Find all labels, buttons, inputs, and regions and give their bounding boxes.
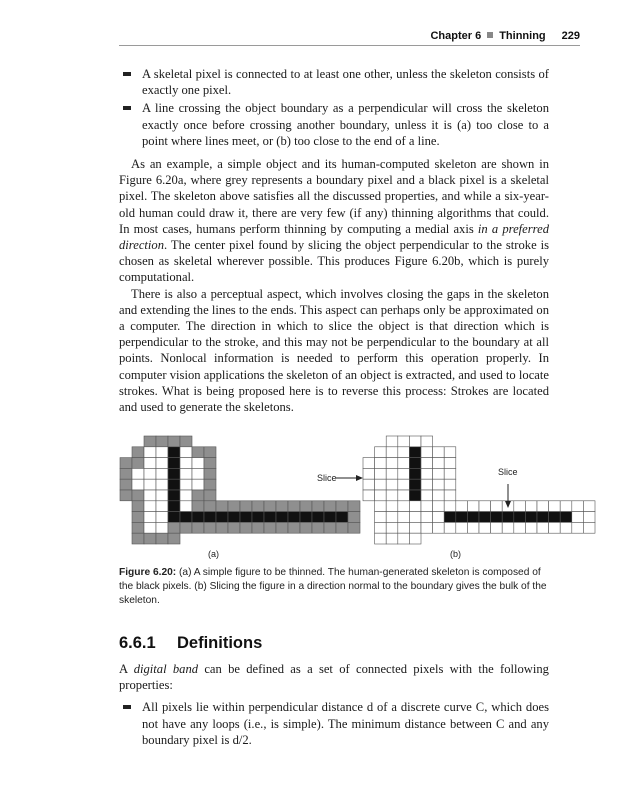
boundary-pixel: [433, 447, 445, 458]
chapter-label: Chapter 6: [430, 30, 482, 42]
boundary-pixel: [312, 522, 324, 533]
boundary-pixel: [288, 501, 300, 512]
interior-pixel: [398, 479, 410, 490]
boundary-pixel: [537, 522, 549, 533]
skeleton-pixel: [409, 458, 421, 469]
interior-pixel: [398, 458, 410, 469]
boundary-pixel: [216, 522, 228, 533]
list-item: [119, 66, 549, 98]
boundary-pixel: [204, 468, 216, 479]
boundary-pixel: [421, 436, 433, 447]
interior-pixel: [156, 490, 168, 501]
boundary-pixel: [514, 522, 526, 533]
interior-pixel: [156, 447, 168, 458]
boundary-pixel: [375, 447, 387, 458]
property-list: [119, 66, 549, 149]
boundary-pixel: [375, 501, 387, 512]
boundary-pixel: [572, 501, 584, 512]
boundary-pixel: [132, 458, 144, 469]
boundary-pixel: [502, 522, 514, 533]
list-item-text: A line crossing the object boundary as a perpendicular will cross the skeleton exactly once before crossing another boundary, unless it is (a) too close to a point where lines meet, or (b) too close to the end of a line.: [142, 101, 549, 148]
boundary-pixel: [240, 522, 252, 533]
interior-pixel: [386, 458, 398, 469]
interior-pixel: [409, 512, 421, 523]
boundary-pixel: [228, 522, 240, 533]
slice-label-right: Slice: [498, 467, 518, 477]
skeleton-pixel: [168, 490, 180, 501]
interior-pixel: [156, 479, 168, 490]
interior-pixel: [398, 522, 410, 533]
interior-pixel: [144, 522, 156, 533]
boundary-pixel: [204, 522, 216, 533]
skeleton-pixel: [549, 512, 561, 523]
skeleton-pixel: [204, 512, 216, 523]
boundary-pixel: [144, 436, 156, 447]
boundary-pixel: [583, 512, 595, 523]
boundary-pixel: [514, 501, 526, 512]
paragraph-text: . The center pixel found by slicing the object perpendicular to the stroke is chosen as skeletal wherever possible. This produces Figure 6.20b, which is purely computational.: [119, 238, 549, 285]
skeleton-pixel: [288, 512, 300, 523]
boundary-pixel: [348, 501, 360, 512]
figure-label-b: (b): [450, 549, 461, 559]
body-paragraphs: [119, 156, 549, 415]
boundary-pixel: [204, 458, 216, 469]
interior-pixel: [192, 479, 204, 490]
boundary-pixel: [168, 436, 180, 447]
boundary-pixel: [549, 522, 561, 533]
interior-pixel: [421, 458, 433, 469]
interior-pixel: [433, 479, 445, 490]
section-heading: [119, 634, 262, 653]
boundary-pixel: [180, 436, 192, 447]
boundary-pixel: [144, 533, 156, 544]
boundary-pixel: [525, 522, 537, 533]
interior-pixel: [144, 468, 156, 479]
boundary-pixel: [156, 436, 168, 447]
interior-pixel: [144, 479, 156, 490]
skeleton-pixel: [168, 468, 180, 479]
boundary-pixel: [560, 522, 572, 533]
skeleton-pixel: [467, 512, 479, 523]
boundary-pixel: [252, 522, 264, 533]
boundary-pixel: [168, 522, 180, 533]
interior-pixel: [386, 479, 398, 490]
boundary-pixel: [409, 436, 421, 447]
boundary-pixel: [433, 522, 445, 533]
boundary-pixel: [467, 522, 479, 533]
interior-pixel: [433, 458, 445, 469]
skeleton-pixel: [409, 479, 421, 490]
caption-label: Figure 6.20:: [119, 567, 177, 578]
figure-label-a: (a): [208, 549, 219, 559]
boundary-pixel: [444, 479, 456, 490]
interior-pixel: [180, 501, 192, 512]
skeleton-pixel: [300, 512, 312, 523]
page-number: 229: [561, 30, 580, 42]
interior-pixel: [572, 512, 584, 523]
header-separator-icon: [487, 32, 493, 38]
paragraph: [119, 661, 549, 693]
boundary-pixel: [120, 458, 132, 469]
interior-pixel: [156, 501, 168, 512]
interior-pixel: [180, 447, 192, 458]
skeleton-pixel: [444, 512, 456, 523]
paragraph-text: As an example, a simple object and its human-computed skeleton are shown in Figure 6.20a, where grey represents a boundary pixel and a black pixel is a skeletal pixel. The skeleton above satisfies all the discussed properties, and while a six-year-old human could draw it, there are very few (if any) thinning algorithms that could. In most cases, humans perform thinning by computing a medial axis: [119, 157, 549, 236]
boundary-pixel: [132, 447, 144, 458]
skeleton-pixel: [514, 512, 526, 523]
boundary-pixel: [560, 501, 572, 512]
definitions-text: [119, 661, 549, 748]
boundary-pixel: [444, 501, 456, 512]
skeleton-pixel: [560, 512, 572, 523]
interior-pixel: [386, 447, 398, 458]
skeleton-pixel: [336, 512, 348, 523]
list-item-text: A skeletal pixel is connected to at least one other, unless the skeleton consists of exactly one pixel.: [142, 67, 549, 98]
interior-pixel: [421, 479, 433, 490]
boundary-pixel: [300, 522, 312, 533]
boundary-pixel: [204, 479, 216, 490]
boundary-pixel: [456, 522, 468, 533]
interior-pixel: [180, 468, 192, 479]
boundary-pixel: [216, 501, 228, 512]
boundary-pixel: [204, 501, 216, 512]
running-header: [119, 30, 580, 44]
skeleton-pixel: [276, 512, 288, 523]
caption-text: (a) A simple figure to be thinned. The human-generated skeleton is composed of the black pixels. (b) Slicing the figure in a direction normal to the boundary gives the bulk of the skeleton.: [119, 567, 547, 606]
boundary-pixel: [336, 501, 348, 512]
boundary-pixel: [120, 490, 132, 501]
interior-pixel: [386, 468, 398, 479]
interior-pixel: [144, 501, 156, 512]
header-rule: [119, 45, 580, 46]
skeleton-pixel: [168, 501, 180, 512]
skeleton-pixel: [264, 512, 276, 523]
boundary-pixel: [549, 501, 561, 512]
skeleton-pixel: [168, 458, 180, 469]
interior-pixel: [386, 522, 398, 533]
figure-b-grid: [363, 436, 595, 544]
boundary-pixel: [375, 490, 387, 501]
boundary-pixel: [525, 501, 537, 512]
interior-pixel: [398, 490, 410, 501]
boundary-pixel: [156, 533, 168, 544]
boundary-pixel: [363, 479, 375, 490]
boundary-pixel: [444, 490, 456, 501]
skeleton-pixel: [216, 512, 228, 523]
skeleton-pixel: [409, 468, 421, 479]
interior-pixel: [132, 479, 144, 490]
boundary-pixel: [264, 501, 276, 512]
boundary-pixel: [363, 468, 375, 479]
interior-pixel: [421, 468, 433, 479]
skeleton-pixel: [240, 512, 252, 523]
bullet-icon: [123, 705, 131, 709]
interior-pixel: [180, 479, 192, 490]
skeleton-pixel: [537, 512, 549, 523]
interior-pixel: [421, 447, 433, 458]
bullet-icon: [123, 106, 131, 110]
skeleton-pixel: [409, 490, 421, 501]
boundary-pixel: [375, 533, 387, 544]
list-item: [119, 699, 549, 748]
skeleton-pixel: [168, 447, 180, 458]
skeleton-pixel: [228, 512, 240, 523]
paragraph: There is also a perceptual aspect, which involves closing the gaps in the skeleton and extending the lines to the ends. This aspect can perhaps only be approximated on a computer. The direction in which to slice the object is that direction which is perpendicular to the stroke, and this may not be perpendicular to the boundary at all points. Nonlocal information is needed to perform this operation properly. In computer vision applications the skeleton of an object is extracted, and used to locate strokes. What is being proposed here is to reverse this process: Strokes are located and used to generate the skeletons.: [119, 286, 549, 415]
boundary-pixel: [276, 522, 288, 533]
interior-pixel: [409, 501, 421, 512]
boundary-pixel: [386, 533, 398, 544]
boundary-pixel: [204, 447, 216, 458]
boundary-pixel: [444, 447, 456, 458]
list-item: [119, 100, 549, 149]
interior-pixel: [421, 512, 433, 523]
skeleton-pixel: [479, 512, 491, 523]
interior-pixel: [386, 490, 398, 501]
boundary-pixel: [120, 479, 132, 490]
interior-pixel: [398, 447, 410, 458]
boundary-pixel: [348, 522, 360, 533]
interior-pixel: [375, 479, 387, 490]
interior-pixel: [398, 468, 410, 479]
boundary-pixel: [132, 501, 144, 512]
boundary-pixel: [433, 501, 445, 512]
boundary-pixel: [240, 501, 252, 512]
interior-pixel: [386, 501, 398, 512]
slice-label-left: Slice: [317, 473, 337, 483]
chapter-title: Thinning: [499, 30, 546, 42]
boundary-pixel: [444, 522, 456, 533]
interior-pixel: [144, 447, 156, 458]
interior-pixel: [156, 458, 168, 469]
boundary-pixel: [132, 512, 144, 523]
skeleton-pixel: [456, 512, 468, 523]
boundary-pixel: [132, 533, 144, 544]
emphasis-text: digital band: [133, 662, 199, 676]
boundary-pixel: [324, 522, 336, 533]
skeleton-pixel: [312, 512, 324, 523]
boundary-pixel: [398, 533, 410, 544]
interior-pixel: [192, 458, 204, 469]
emphasis-text: in a preferred direction: [119, 221, 549, 253]
boundary-pixel: [479, 522, 491, 533]
interior-pixel: [375, 468, 387, 479]
skeleton-pixel: [252, 512, 264, 523]
boundary-pixel: [228, 501, 240, 512]
boundary-pixel: [467, 501, 479, 512]
boundary-pixel: [375, 512, 387, 523]
boundary-pixel: [375, 458, 387, 469]
bullet-icon: [123, 72, 131, 76]
boundary-pixel: [479, 501, 491, 512]
boundary-pixel: [252, 501, 264, 512]
boundary-pixel: [192, 522, 204, 533]
skeleton-pixel: [502, 512, 514, 523]
boundary-pixel: [375, 522, 387, 533]
section-title: Definitions: [177, 634, 263, 652]
boundary-pixel: [491, 501, 503, 512]
interior-pixel: [144, 458, 156, 469]
boundary-pixel: [421, 522, 433, 533]
boundary-pixel: [204, 490, 216, 501]
skeleton-pixel: [168, 512, 180, 523]
figure-caption: [119, 566, 549, 608]
boundary-pixel: [537, 501, 549, 512]
boundary-pixel: [132, 522, 144, 533]
boundary-pixel: [180, 522, 192, 533]
interior-pixel: [398, 512, 410, 523]
boundary-pixel: [409, 522, 421, 533]
boundary-pixel: [572, 522, 584, 533]
skeleton-pixel: [409, 447, 421, 458]
skeleton-pixel: [324, 512, 336, 523]
paragraph-text: A: [119, 662, 134, 676]
boundary-pixel: [444, 468, 456, 479]
boundary-pixel: [456, 501, 468, 512]
boundary-pixel: [168, 533, 180, 544]
boundary-pixel: [192, 490, 204, 501]
skeleton-pixel: [168, 479, 180, 490]
interior-pixel: [144, 490, 156, 501]
boundary-pixel: [363, 490, 375, 501]
interior-pixel: [433, 512, 445, 523]
interior-pixel: [132, 468, 144, 479]
boundary-pixel: [324, 501, 336, 512]
list-item-text: All pixels lie within perpendicular distance d of a discrete curve C, which does not have any loops (i.e., is simple). The minimum distance between C and any boundary pixel is d/2.: [142, 700, 549, 747]
paragraph: [119, 156, 549, 286]
boundary-pixel: [288, 522, 300, 533]
boundary-pixel: [336, 522, 348, 533]
boundary-pixel: [398, 436, 410, 447]
boundary-pixel: [132, 490, 144, 501]
slice-left-arrow: [336, 475, 363, 481]
interior-pixel: [192, 468, 204, 479]
figure-a-grid: [120, 436, 360, 544]
interior-pixel: [421, 501, 433, 512]
interior-pixel: [156, 522, 168, 533]
boundary-pixel: [192, 447, 204, 458]
skeleton-pixel: [192, 512, 204, 523]
skeleton-pixel: [525, 512, 537, 523]
section-number: 6.6.1: [119, 634, 156, 652]
boundary-pixel: [444, 458, 456, 469]
interior-pixel: [421, 490, 433, 501]
boundary-pixel: [386, 436, 398, 447]
interior-pixel: [180, 458, 192, 469]
interior-pixel: [180, 490, 192, 501]
boundary-pixel: [300, 501, 312, 512]
interior-pixel: [433, 468, 445, 479]
interior-pixel: [386, 512, 398, 523]
boundary-pixel: [264, 522, 276, 533]
boundary-pixel: [583, 522, 595, 533]
interior-pixel: [398, 501, 410, 512]
boundary-pixel: [433, 490, 445, 501]
boundary-pixel: [192, 501, 204, 512]
interior-pixel: [156, 468, 168, 479]
skeleton-pixel: [491, 512, 503, 523]
interior-pixel: [144, 512, 156, 523]
boundary-pixel: [120, 468, 132, 479]
boundary-pixel: [363, 458, 375, 469]
paragraph-text: can be defined as a set of connected pixels with the following properties:: [119, 662, 549, 693]
boundary-pixel: [348, 512, 360, 523]
boundary-pixel: [409, 533, 421, 544]
boundary-pixel: [312, 501, 324, 512]
boundary-pixel: [491, 522, 503, 533]
skeleton-pixel: [180, 512, 192, 523]
boundary-pixel: [276, 501, 288, 512]
boundary-pixel: [583, 501, 595, 512]
interior-pixel: [156, 512, 168, 523]
